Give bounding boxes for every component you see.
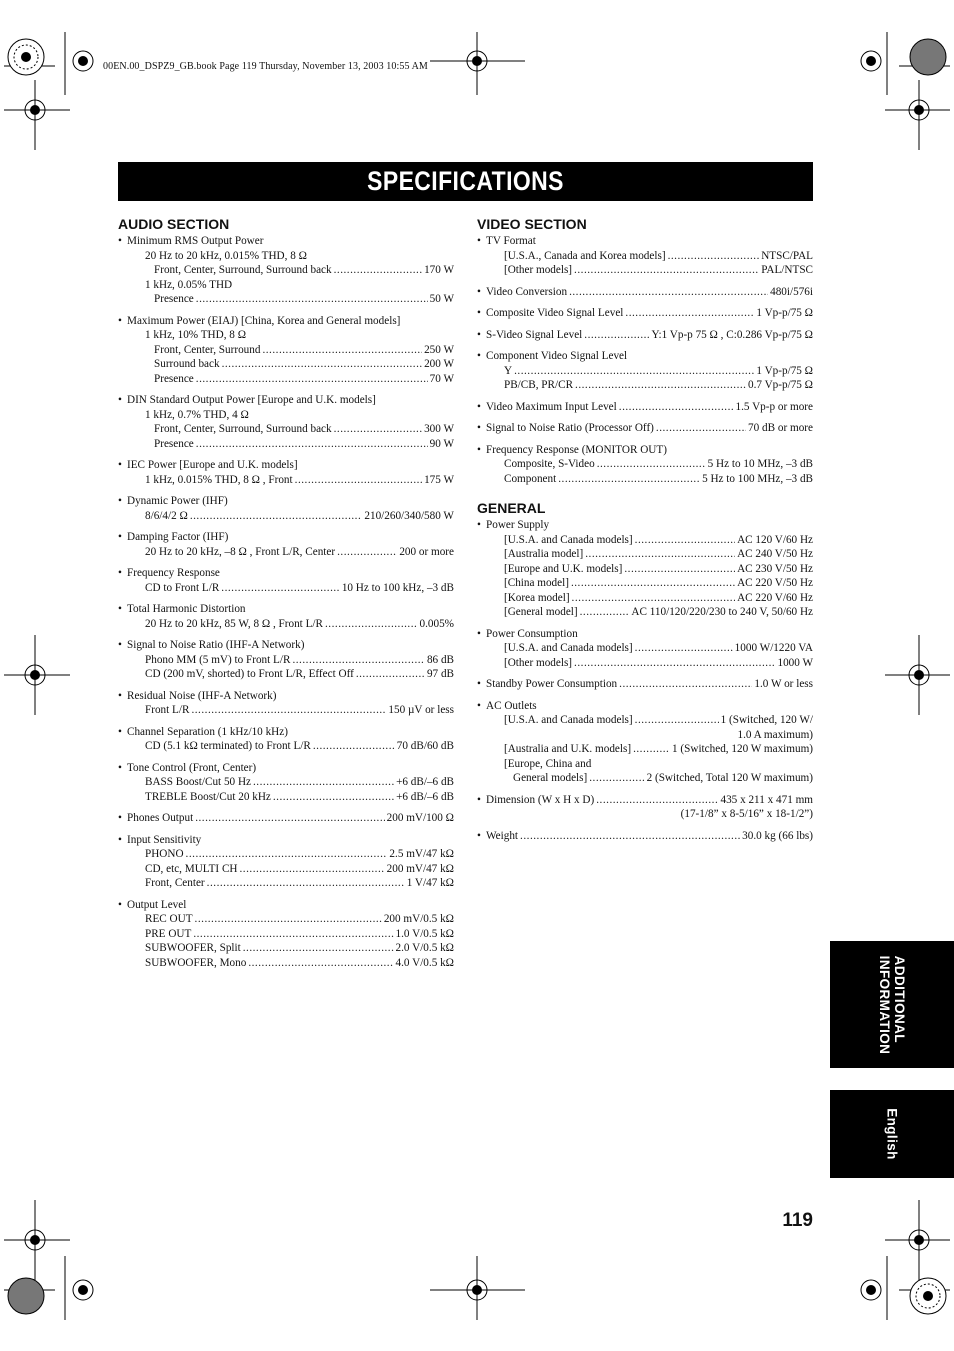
spec-value: 5 Hz to 10 MHz, –3 dB <box>707 458 813 470</box>
spec-item-phones-output <box>118 811 454 826</box>
spec-value: 5 Hz to 100 MHz, –3 dB <box>702 472 813 485</box>
spec-item-dynamic-power <box>118 494 454 523</box>
spec-label: CD, etc, MULTI CH <box>145 862 238 875</box>
spec-item-title: • IEC Power [Europe and U.K. models] <box>118 458 454 473</box>
spec-value: 200 W <box>424 358 454 370</box>
spec-value: 1 (Switched, 120 W maximum) <box>672 743 813 755</box>
spec-value: 1 Vp-p/75 Ω <box>756 307 813 319</box>
spec-value-continued: 1.0 A maximum) <box>737 728 813 741</box>
spec-value: AC 110/120/220/230 to 240 V, 50/60 Hz <box>631 606 813 618</box>
spec-value: 1 Vp-p/75 Ω <box>756 364 813 377</box>
spec-label: CD (5.1 kΩ terminated) to Front L/R <box>145 740 311 752</box>
spec-item-max-power <box>118 314 454 387</box>
spec-label: Y <box>504 364 513 377</box>
spec-label: PRE OUT <box>145 927 192 940</box>
spec-item-title: • Frequency Response (MONITOR OUT) <box>477 443 813 458</box>
spec-item-title: • Power Supply <box>477 518 813 533</box>
spec-label: Component <box>504 472 557 485</box>
spec-value: 0.7 Vp-p/75 Ω <box>748 379 813 391</box>
spec-item-title: • Damping Factor (IHF) <box>118 530 454 545</box>
spec-item-input-sensitivity <box>118 833 454 891</box>
spec-label: [Australia model] <box>504 548 584 560</box>
spec-label: [Europe, China and <box>504 757 592 770</box>
spec-item-title: • Output Level <box>118 898 454 913</box>
spec-value: AC 220 V/60 Hz <box>737 591 813 604</box>
spec-value: 86 dB <box>426 653 454 666</box>
page-title: SPECIFICATIONS <box>367 166 564 196</box>
spec-label: Presence <box>154 437 194 450</box>
spec-item-title: • Maximum Power (EIAJ) [China, Korea and General models] <box>118 314 454 329</box>
spec-label: • Video Conversion <box>486 285 568 298</box>
spec-label: Composite, S-Video <box>504 458 595 470</box>
spec-label: CD to Front L/R <box>145 581 220 594</box>
spec-value: 97 dB <box>426 668 454 680</box>
side-tab-label-line1: ADDITIONAL <box>892 955 907 1043</box>
spec-value: 1000 W <box>777 656 813 669</box>
spec-item-output-level <box>118 898 454 971</box>
spec-condition: 20 Hz to 20 kHz, 0.015% THD, 8 Ω <box>145 249 307 262</box>
spec-item-title: • Minimum RMS Output Power <box>118 234 454 249</box>
spec-item-freq-response <box>118 566 454 595</box>
audio-section <box>118 215 454 977</box>
spec-item-title: • Tone Control (Front, Center) <box>118 761 454 776</box>
spec-label: [China model] <box>504 577 569 589</box>
spec-value-continued: (17-1/8” x 8-5/16” x 18-1/2”) <box>680 808 813 820</box>
spec-value: AC 240 V/50 Hz <box>737 548 813 560</box>
spec-item-residual-noise <box>118 689 454 718</box>
spec-value: 1.5 Vp-p or more <box>735 400 813 413</box>
spec-item-video-snr <box>477 421 813 436</box>
spec-value: 70 dB or more <box>748 422 813 434</box>
spec-label: Front, Center <box>145 877 205 889</box>
spec-value: 1000 W/1220 VA <box>734 642 813 654</box>
spec-label: Front, Center, Surround <box>154 343 261 356</box>
spec-item-power-supply <box>477 518 813 620</box>
spec-value: Y:1 Vp-p 75 Ω , C:0.286 Vp-p/75 Ω <box>651 328 813 341</box>
spec-item-title: • Input Sensitivity <box>118 833 454 848</box>
video-general-column <box>477 215 813 850</box>
spec-value: 1 V/47 kΩ <box>406 877 454 889</box>
spec-item-title: • Total Harmonic Distortion <box>118 602 454 617</box>
audio-section-heading: AUDIO SECTION <box>118 216 230 232</box>
spec-value: 200 mV/0.5 kΩ <box>383 913 454 925</box>
spec-value: 0.005% <box>419 617 454 630</box>
spec-value: 2.0 V/0.5 kΩ <box>395 942 454 954</box>
spec-label: [U.S.A. and Canada models] <box>504 714 633 726</box>
spec-value: 200 or more <box>399 545 454 558</box>
spec-item-svideo-level <box>477 328 813 343</box>
spec-value: 10 Hz to 100 kHz, –3 dB <box>341 581 454 594</box>
spec-label: TREBLE Boost/Cut 20 kHz <box>145 790 271 803</box>
spec-label: CD (200 mV, shorted) to Front L/R, Effect Off <box>145 668 354 680</box>
spec-item-channel-separation <box>118 725 454 754</box>
spec-item-title: • Frequency Response <box>118 566 454 581</box>
spec-value: 200 mV/100 Ω <box>386 812 454 824</box>
spec-label: 8/6/4/2 Ω <box>145 509 188 522</box>
spec-item-title: • AC Outlets <box>477 699 813 714</box>
spec-label: BASS Boost/Cut 50 Hz <box>145 776 251 788</box>
spec-label: 1 kHz, 0.015% THD, 8 Ω , Front <box>145 473 293 486</box>
spec-item-tone-control <box>118 761 454 805</box>
spec-label: [Europe and U.K. models] <box>504 562 623 575</box>
spec-value: +6 dB/–6 dB <box>396 790 454 803</box>
spec-item-title: • Channel Separation (1 kHz/10 kHz) <box>118 725 454 740</box>
spec-label: 20 Hz to 20 kHz, –8 Ω , Front L/R, Center <box>145 545 336 558</box>
spec-label: 20 Hz to 20 kHz, 85 W, 8 Ω , Front L/R <box>145 617 323 630</box>
spec-value: 150 µV or less <box>388 704 454 716</box>
page-title-bar <box>118 162 813 201</box>
spec-value: AC 120 V/60 Hz <box>737 533 813 546</box>
spec-label: PHONO <box>145 848 184 860</box>
spec-value: 2 (Switched, Total 120 W maximum) <box>646 772 813 784</box>
video-section-heading: VIDEO SECTION <box>477 216 587 232</box>
spec-label: Front, Center, Surround, Surround back <box>154 423 332 435</box>
spec-label: • S-Video Signal Level <box>486 328 583 341</box>
spec-item-weight <box>477 829 813 844</box>
spec-value: 175 W <box>424 473 454 486</box>
spec-label: • Dimension (W x H x D) <box>486 793 595 806</box>
spec-value: 480i/576i <box>770 285 813 298</box>
spec-item-iec-power <box>118 458 454 487</box>
spec-value: 50 W <box>429 293 454 305</box>
spec-label: Presence <box>154 372 194 385</box>
spec-label: [Other models] <box>504 656 573 669</box>
spec-condition: 1 kHz, 10% THD, 8 Ω <box>145 329 247 341</box>
spec-item-din-power <box>118 393 454 451</box>
spec-value: 1 (Switched, 120 W/ <box>720 714 813 726</box>
spec-value: 210/260/340/580 W <box>364 509 454 522</box>
spec-value: 200 mV/47 kΩ <box>386 862 454 875</box>
spec-value: 70 W <box>429 372 454 385</box>
side-tab-label: English <box>884 1108 900 1160</box>
spec-value: 70 dB/60 dB <box>396 740 454 752</box>
spec-item-video-freq-response <box>477 443 813 487</box>
spec-label: Surround back <box>154 358 220 370</box>
spec-value: 250 W <box>424 343 454 356</box>
spec-item-title: • Power Consumption <box>477 627 813 642</box>
spec-item-video-conversion <box>477 285 813 300</box>
spec-label: [Korea model] <box>504 591 570 604</box>
spec-label: [U.S.A., Canada and Korea models] <box>504 249 666 262</box>
spec-value: 30.0 kg (66 lbs) <box>742 829 813 842</box>
spec-label: REC OUT <box>145 913 193 925</box>
spec-value: 4.0 V/0.5 kΩ <box>395 956 454 969</box>
spec-item-thd <box>118 602 454 631</box>
spec-value: 300 W <box>424 423 454 435</box>
spec-label: • Video Maximum Input Level <box>486 400 617 413</box>
spec-item-tv-format <box>477 234 813 278</box>
spec-item-power-consumption <box>477 627 813 671</box>
spec-value: 1.0 W or less <box>754 678 813 690</box>
spec-item-title: • Signal to Noise Ratio (IHF-A Network) <box>118 638 454 653</box>
spec-item-damping <box>118 530 454 559</box>
spec-value: NTSC/PAL <box>761 249 813 262</box>
spec-item-min-rms <box>118 234 454 307</box>
spec-value: AC 230 V/50 Hz <box>737 562 813 575</box>
spec-item-snr <box>118 638 454 682</box>
spec-label: [U.S.A. and Canada models] <box>504 642 633 654</box>
spec-item-ac-outlets <box>477 699 813 786</box>
spec-condition: 1 kHz, 0.7% THD, 4 Ω <box>145 408 249 421</box>
page-number: 119 <box>782 1210 813 1231</box>
spec-value: 1.0 V/0.5 kΩ <box>395 927 454 940</box>
spec-label: Front L/R <box>145 704 190 716</box>
spec-item-composite-level <box>477 306 813 321</box>
spec-label: [General model] <box>504 606 578 618</box>
spec-label: • Composite Video Signal Level <box>486 307 624 319</box>
spec-label: SUBWOOFER, Split <box>145 942 241 954</box>
spec-label: Phono MM (5 mV) to Front L/R <box>145 653 291 666</box>
spec-item-title: • DIN Standard Output Power [Europe and U.K. models] <box>118 393 454 408</box>
spec-value: +6 dB/–6 dB <box>396 776 454 788</box>
spec-label: [Other models] <box>504 264 573 276</box>
spec-value: 90 W <box>429 437 454 450</box>
spec-item-title: • Component Video Signal Level <box>477 349 813 364</box>
spec-item-title: • Residual Noise (IHF-A Network) <box>118 689 454 704</box>
spec-label: • Phones Output <box>127 812 194 824</box>
spec-item-video-max-input <box>477 400 813 415</box>
side-tab-english <box>830 1090 954 1178</box>
spec-value: 170 W <box>424 264 454 276</box>
spec-item-standby-power <box>477 677 813 692</box>
book-info-header: 00EN.00_DSPZ9_GB.book Page 119 Thursday, November 13, 2003 10:55 AM <box>103 61 428 72</box>
spec-label: [Australia and U.K. models] <box>504 743 632 755</box>
spec-label: [U.S.A. and Canada models] <box>504 533 633 546</box>
spec-label: • Weight <box>486 829 519 842</box>
spec-label: • Signal to Noise Ratio (Processor Off) <box>486 422 654 434</box>
spec-item-component-level <box>477 349 813 393</box>
general-section-heading: GENERAL <box>477 500 546 516</box>
spec-value: 435 x 211 x 471 mm <box>720 793 813 806</box>
spec-label: General models] <box>513 772 588 784</box>
spec-item-dimension <box>477 793 813 822</box>
spec-value: PAL/NTSC <box>761 264 813 276</box>
spec-label: PB/CB, PR/CR <box>504 379 574 391</box>
spec-value: 2.5 mV/47 kΩ <box>389 848 454 860</box>
spec-label: • Standby Power Consumption <box>486 678 618 690</box>
spec-value: AC 220 V/50 Hz <box>737 577 813 589</box>
spec-label: Front, Center, Surround, Surround back <box>154 264 332 276</box>
side-tab-additional-information <box>830 941 954 1068</box>
spec-label: Presence <box>154 293 194 305</box>
side-tab-label-line2: INFORMATION <box>877 955 892 1054</box>
spec-label: SUBWOOFER, Mono <box>145 956 247 969</box>
spec-item-title: • Dynamic Power (IHF) <box>118 494 454 509</box>
spec-item-title: • TV Format <box>477 234 813 249</box>
spec-condition: 1 kHz, 0.05% THD <box>145 278 233 291</box>
